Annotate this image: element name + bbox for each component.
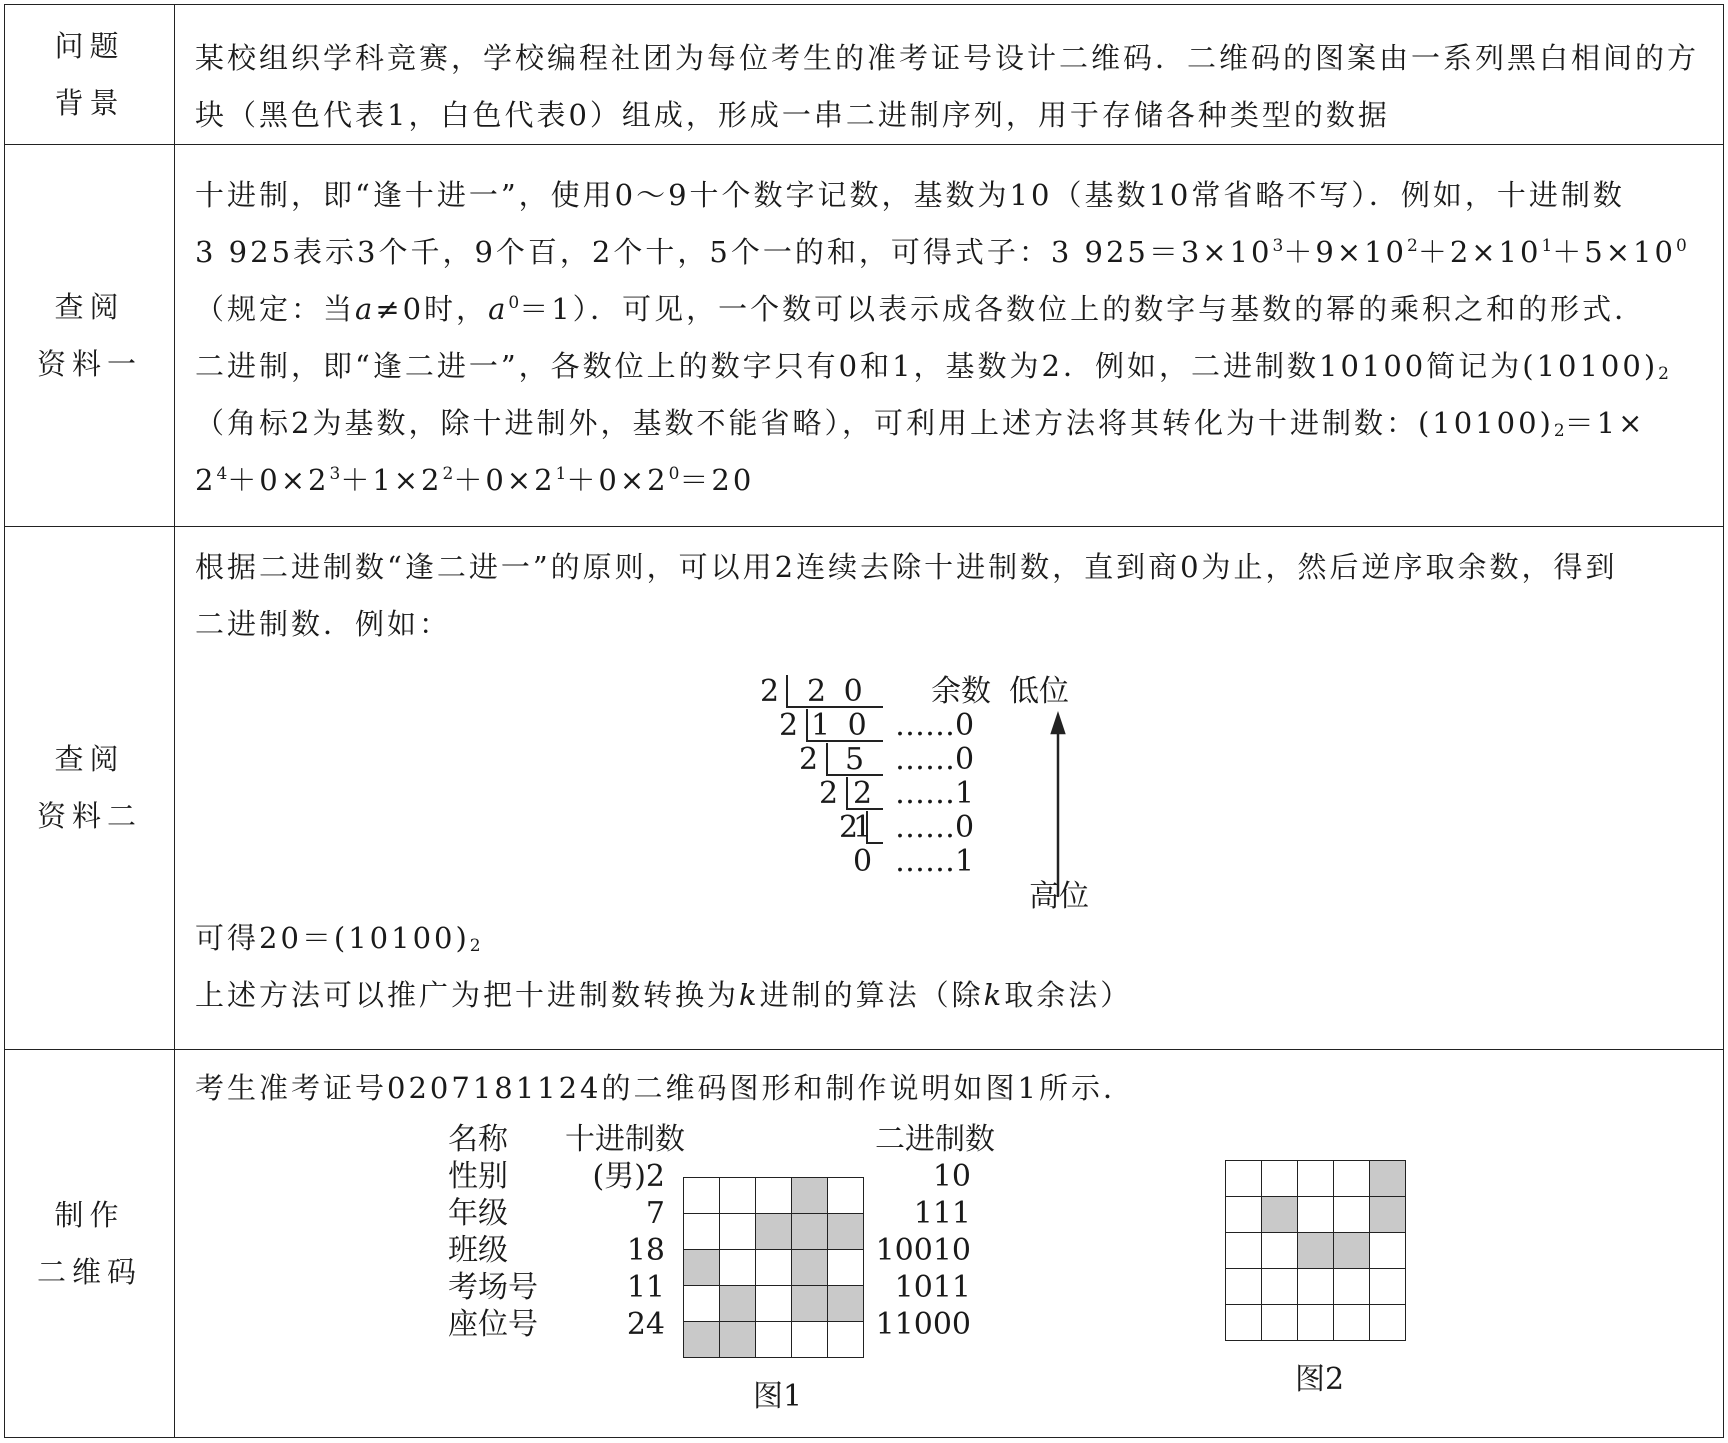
grid-row (1226, 1269, 1406, 1305)
grid-cell-empty (720, 1214, 756, 1250)
item-decimal: (男)2 (592, 1159, 665, 1194)
divisor: 2 (760, 674, 780, 709)
label-line-1: 问题 (54, 28, 125, 63)
grid-cell-empty (1226, 1269, 1262, 1305)
material-1-cell (175, 145, 1724, 527)
grid-cell-filled (1370, 1197, 1406, 1233)
grid-cell-empty (684, 1286, 720, 1322)
item-binary: 11000 (875, 1307, 971, 1342)
item-decimal: 11 (626, 1270, 665, 1305)
row-material-1 (5, 145, 1724, 527)
dividend: 0 (853, 844, 873, 879)
info-table (4, 4, 1724, 1438)
grid-cell-empty (684, 1178, 720, 1214)
grid-row (1226, 1197, 1406, 1233)
grid-cell-filled (684, 1322, 720, 1358)
divisor: 2 (839, 810, 859, 845)
grid-row (684, 1322, 864, 1358)
grid-cell-empty (720, 1250, 756, 1286)
grid-cell-empty (828, 1250, 864, 1286)
grid-row (1226, 1233, 1406, 1269)
grid-cell-empty (1298, 1269, 1334, 1305)
grid-cell-filled (720, 1322, 756, 1358)
item-binary: 1011 (894, 1270, 971, 1305)
label-line-1: 查阅 (54, 289, 125, 324)
divisor: 2 (819, 776, 839, 811)
grid-cell-filled (720, 1286, 756, 1322)
grid-cell-empty (1226, 1161, 1262, 1197)
m1-line-5: （角标2为基数，除十进制外，基数不能省略），可利用上述方法将其转化为十进制数：$(10100)_2=1\times$ (195, 406, 1646, 441)
figure-2-caption: 图2 (1295, 1362, 1345, 1397)
item-name: 班级 (448, 1233, 508, 1268)
background-text-cell (175, 5, 1724, 145)
grid-cell-filled (756, 1214, 792, 1250)
label-qrcode (5, 1050, 175, 1438)
label-line-2: 资料二 (36, 799, 142, 833)
grid-cell-filled (828, 1214, 864, 1250)
item-name: 性别 (448, 1159, 508, 1194)
grid-cell-empty (720, 1178, 756, 1214)
grid-cell-filled (792, 1178, 828, 1214)
qrcode-cell (175, 1050, 1724, 1438)
label-line-1: 查阅 (54, 742, 125, 776)
grid-cell-empty (1262, 1233, 1298, 1269)
label-line-1: 制作 (54, 1197, 125, 1232)
dividend: 1 (853, 810, 873, 845)
grid-cell-empty (1334, 1269, 1370, 1305)
grid-cell-filled (1262, 1197, 1298, 1233)
label-material-1 (5, 145, 175, 527)
grid-cell-empty (1370, 1269, 1406, 1305)
dividend: 5 (845, 742, 865, 777)
grid-cell-filled (684, 1250, 720, 1286)
grid-cell-empty (1262, 1269, 1298, 1305)
label-line-2: 二维码 (36, 1254, 142, 1289)
high-position-label: 高位 (1029, 879, 1089, 914)
m1-line-3: （规定：当a≠0时，$a^0=1$）．可见，一个数可以表示成各数位上的数字与基数的幂的乘积之和的形式． (195, 292, 1647, 326)
grid-row (684, 1214, 864, 1250)
grid-cell-empty (828, 1178, 864, 1214)
remainder: ……0 (895, 810, 975, 845)
item-binary: 111 (913, 1196, 971, 1231)
m1-line-2: 3 925表示3个千，9个百，2个十，5个一的和，可得式子：3 $925=3\times 10^3+9\times 10^2+2\times 10^1+5\times 10^0$ (195, 235, 1687, 269)
header-name: 名称 (448, 1122, 508, 1157)
m1-line-4: 二进制，即“逢二进一”，各数位上的数字只有0和1，基数为2．例如，二进制数10100简记为$(10100)_2$ (195, 349, 1669, 384)
item-name: 座位号 (448, 1307, 538, 1342)
grid-cell-empty (756, 1178, 792, 1214)
item-binary: 10010 (875, 1233, 971, 1268)
material-2-cell (175, 527, 1724, 1050)
grid-row (684, 1250, 864, 1286)
grid-cell-filled (792, 1250, 828, 1286)
item-decimal: 24 (626, 1307, 665, 1342)
remainder-header: 余数 (931, 674, 991, 709)
item-name: 年级 (448, 1196, 508, 1231)
item-binary: 10 (932, 1159, 971, 1194)
grid-cell-empty (1334, 1197, 1370, 1233)
divisor: 2 (799, 742, 819, 777)
grid-cell-filled (828, 1286, 864, 1322)
grid-cell-empty (1262, 1161, 1298, 1197)
grid-row (1226, 1305, 1406, 1341)
m2-result: 可得$20=(10100)_2$ (195, 921, 481, 956)
dividend: 2 (853, 776, 873, 811)
grid-cell-filled (1298, 1233, 1334, 1269)
qrcode-intro: 考生准考证号0207181124的二维码图形和制作说明如图1所示． (195, 1071, 1135, 1105)
grid-cell-filled (792, 1286, 828, 1322)
m2-line-2: 二进制数．例如： (195, 607, 452, 641)
grid-cell-empty (1298, 1161, 1334, 1197)
grid-cell-empty (684, 1214, 720, 1250)
m2-note: 上述方法可以推广为把十进制数转换为k进制的算法（除k取余法） (195, 978, 1133, 1012)
m1-line-6: $2^4+0\times 2^3+1\times 2^2+0\times 2^1+0\times 2^0=20$ (195, 463, 755, 497)
item-name: 考场号 (448, 1270, 538, 1305)
label-background (5, 5, 175, 145)
label-material-2 (5, 527, 175, 1050)
header-binary: 二进制数 (875, 1122, 995, 1157)
m1-line-1: 十进制，即“逢十进一”，使用0～9十个数字记数，基数为10（基数10常省略不写）．例如，十进制数 (195, 178, 1625, 212)
item-decimal: 18 (626, 1233, 665, 1268)
row-background (5, 5, 1724, 145)
qr-grid-figure-2 (1225, 1160, 1406, 1341)
grid-cell-empty (828, 1322, 864, 1358)
dividend: 1 0 (811, 708, 871, 743)
grid-cell-empty (1262, 1305, 1298, 1341)
item-decimal: 7 (645, 1196, 665, 1231)
grid-cell-empty (792, 1322, 828, 1358)
label-line-2: 资料一 (36, 346, 142, 381)
label-line-2: 背景 (54, 85, 125, 120)
row-material-2 (5, 527, 1724, 1050)
grid-cell-empty (1298, 1305, 1334, 1341)
dividend: 2 0 (807, 674, 867, 709)
low-position-label: 低位 (1009, 674, 1069, 709)
grid-cell-empty (1370, 1233, 1406, 1269)
grid-cell-empty (1226, 1197, 1262, 1233)
background-text: 某校组织学科竞赛，学校编程社团为每位考生的准考证号设计二维码．二维码的图案由一系列黑白相间的方块（黑色代表1，白色代表0）组成，形成一串二进制序列，用于存储各种类型的数据 (195, 41, 1700, 132)
remainder: ……1 (895, 776, 975, 811)
grid-cell-empty (1370, 1305, 1406, 1341)
grid-cell-empty (1334, 1161, 1370, 1197)
grid-cell-filled (1334, 1233, 1370, 1269)
m2-line-1: 根据二进制数“逢二进一”的原则，可以用2连续去除十进制数，直到商0为止，然后逆序取余数，得到 (195, 550, 1618, 584)
row-qrcode (5, 1050, 1724, 1438)
qr-grid-figure-1 (683, 1177, 864, 1358)
long-division-diagram (755, 667, 1175, 927)
grid-cell-empty (756, 1286, 792, 1322)
grid-row (1226, 1161, 1406, 1197)
grid-cell-empty (756, 1250, 792, 1286)
grid-cell-empty (1298, 1197, 1334, 1233)
grid-cell-empty (1334, 1305, 1370, 1341)
divisor: 2 (779, 708, 799, 743)
grid-cell-filled (792, 1214, 828, 1250)
grid-cell-filled (1370, 1161, 1406, 1197)
remainder: ……1 (895, 844, 975, 879)
remainder: ……0 (895, 708, 975, 743)
figure-1-caption: 图1 (753, 1379, 803, 1414)
header-decimal: 十进制数 (565, 1122, 685, 1157)
grid-cell-empty (1226, 1233, 1262, 1269)
grid-cell-empty (756, 1322, 792, 1358)
grid-row (684, 1178, 864, 1214)
remainder: ……0 (895, 742, 975, 777)
grid-cell-empty (1226, 1305, 1262, 1341)
grid-row (684, 1286, 864, 1322)
